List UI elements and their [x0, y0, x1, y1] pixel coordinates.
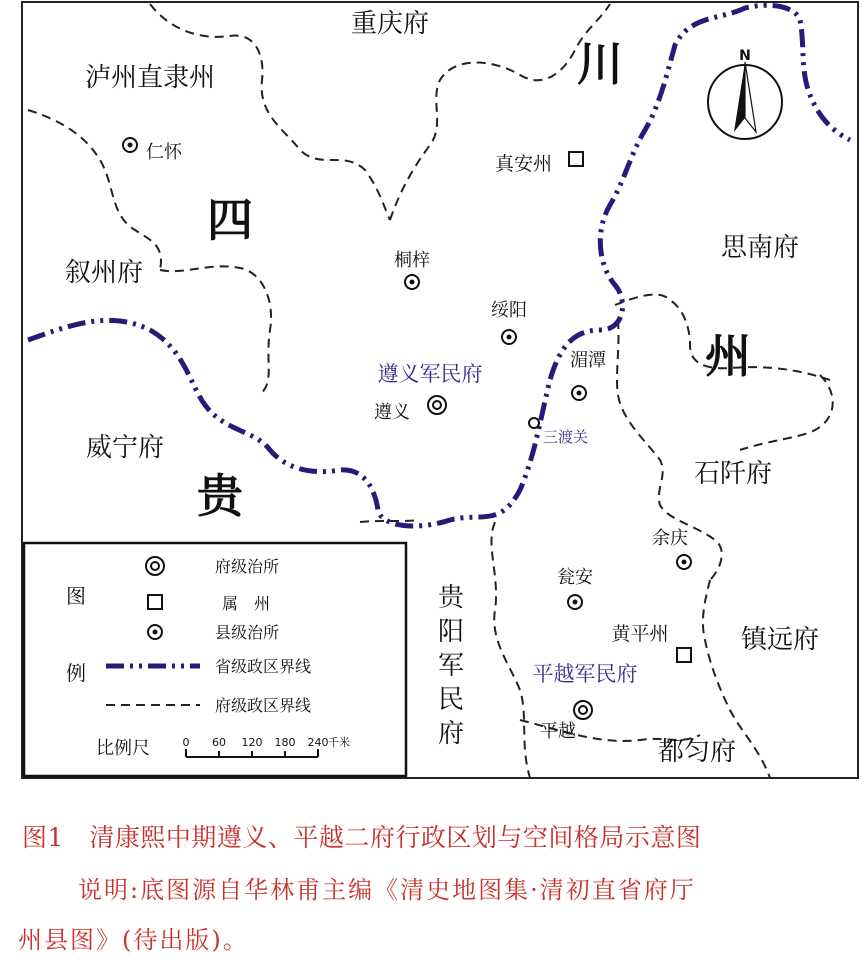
svg-text:平越: 平越	[540, 721, 576, 742]
province-char-si: 四	[207, 193, 253, 247]
svg-text:府: 府	[437, 719, 465, 749]
scale-tick-2: 120	[241, 736, 263, 749]
svg-text:瓮安: 瓮安	[557, 567, 593, 588]
region-luzhou: 泸州直隶州	[84, 63, 216, 93]
region-duyun: 都匀府	[657, 737, 737, 767]
scale-unit: 千米	[328, 736, 350, 749]
svg-text:桐梓: 桐梓	[394, 250, 430, 271]
province-char-chuan: 川	[577, 37, 623, 91]
svg-text:绥阳: 绥阳	[491, 300, 527, 321]
scale-tick-3: 180	[274, 736, 296, 749]
region-zhenyuan: 镇远府	[740, 625, 820, 655]
svg-text:余庆: 余庆	[652, 528, 688, 549]
province-char-gui: 贵	[197, 469, 243, 523]
region-sinan: 思南府	[720, 233, 800, 263]
figure-note-line-1: 说明:底图源自华林甫主编《清史地图集·清初直省府厅	[78, 876, 696, 904]
region-guiyang	[438, 583, 466, 749]
svg-text:仁怀: 仁怀	[146, 142, 182, 163]
svg-text:民: 民	[437, 685, 465, 715]
legend-title-1: 图	[66, 584, 86, 608]
region-xuzhou: 叙州府	[64, 258, 144, 288]
svg-text:阳: 阳	[437, 617, 465, 647]
svg-text:真安州: 真安州	[495, 153, 553, 175]
scale-tick-1: 60	[212, 736, 226, 749]
legend-label-4: 府级政区界线	[215, 696, 312, 715]
legend-label-2: 县级治所	[215, 623, 280, 642]
legend-label-0: 府级治所	[215, 557, 280, 576]
province-char-zhou: 州	[705, 329, 751, 383]
scale-tick-0: 0	[182, 736, 190, 749]
region-weining: 威宁府	[85, 433, 165, 463]
legend	[24, 543, 406, 776]
legend-subzhou-icon	[148, 595, 162, 609]
region-chongqing: 重庆府	[350, 9, 430, 39]
scale-label: 比例尺	[96, 738, 150, 759]
legend-label-3: 省级政区界线	[215, 657, 312, 676]
svg-text:军: 军	[437, 651, 465, 681]
svg-text:湄潭: 湄潭	[570, 350, 606, 371]
svg-text:遵义: 遵义	[374, 402, 410, 423]
legend-title-2: 例	[66, 661, 86, 685]
region-zunyi: 遵义军民府	[377, 362, 483, 386]
svg-text:三渡关: 三渡关	[543, 428, 589, 446]
svg-text:贵: 贵	[437, 583, 465, 613]
region-shiqian: 石阡府	[693, 459, 773, 489]
figure-caption: 图1 清康熙中期遵义、平越二府行政区划与空间格局示意图	[22, 823, 702, 852]
north-label: N	[739, 48, 751, 64]
svg-text:黄平州: 黄平州	[611, 623, 669, 645]
figure-note-line-2: 州县图》(待出版)。	[18, 926, 249, 954]
scale-tick-4: 240	[307, 736, 329, 749]
legend-label-1: 属 州	[222, 594, 271, 613]
region-pingyue: 平越军民府	[532, 662, 638, 686]
